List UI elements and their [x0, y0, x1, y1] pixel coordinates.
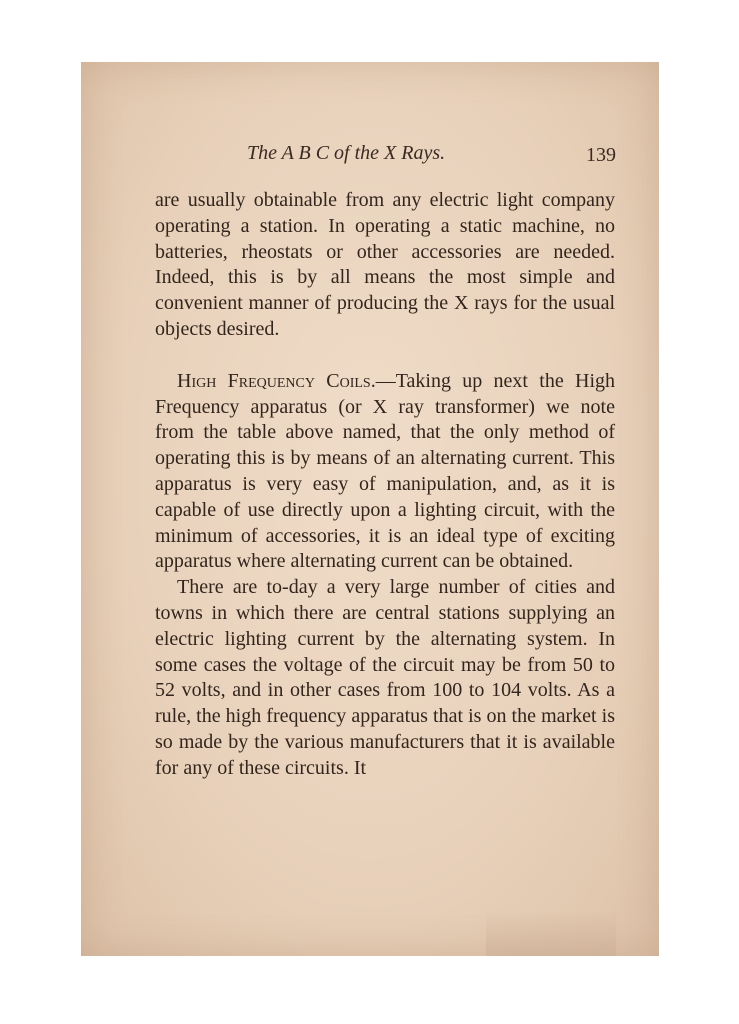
paragraph-text: —Taking up next the High Frequency apparatus (or X ray transformer) we note from the table above named, that the only method of operating this is by means of an alternating current. This apparatus is very easy of manipulation, and, as it is capable of use directly upon a lighting circuit, with the minimum of accessories, it is an ideal type of exciting apparatus where alternating current can be obtained.	[155, 369, 616, 573]
book-page	[81, 62, 659, 956]
paragraph-high-frequency-coils	[155, 369, 615, 575]
page-header	[81, 142, 659, 172]
page-number: 139	[586, 144, 616, 166]
section-lead-heading: High Frequency Coils.	[177, 369, 376, 392]
paper-stain	[486, 910, 616, 956]
body-text	[155, 188, 615, 782]
paragraph-continuation	[155, 188, 615, 343]
paragraph-central-stations	[155, 575, 615, 781]
paragraph-text: There are to-day a very large number of cities and towns in which there are central stations supplying an electric lighting current by the alternating system. In some cases the voltage of the circuit may be from 50 to 52 volts, and in other cases from 100 to 104 volts. As a rule, the high frequency apparatus that is on the market is so made by the various manufacturers that it is available for any of these circuits. It	[155, 576, 615, 779]
paragraph-text: are usually obtainable from any electric light company operating a station. In operating a static machine, no batteries, rheostats or other accessories are needed. Indeed, this is by all means the most simple and convenient manner of producing the X rays for the usual objects desired.	[155, 189, 615, 340]
running-title: The A B C of the X Rays.	[247, 142, 446, 164]
